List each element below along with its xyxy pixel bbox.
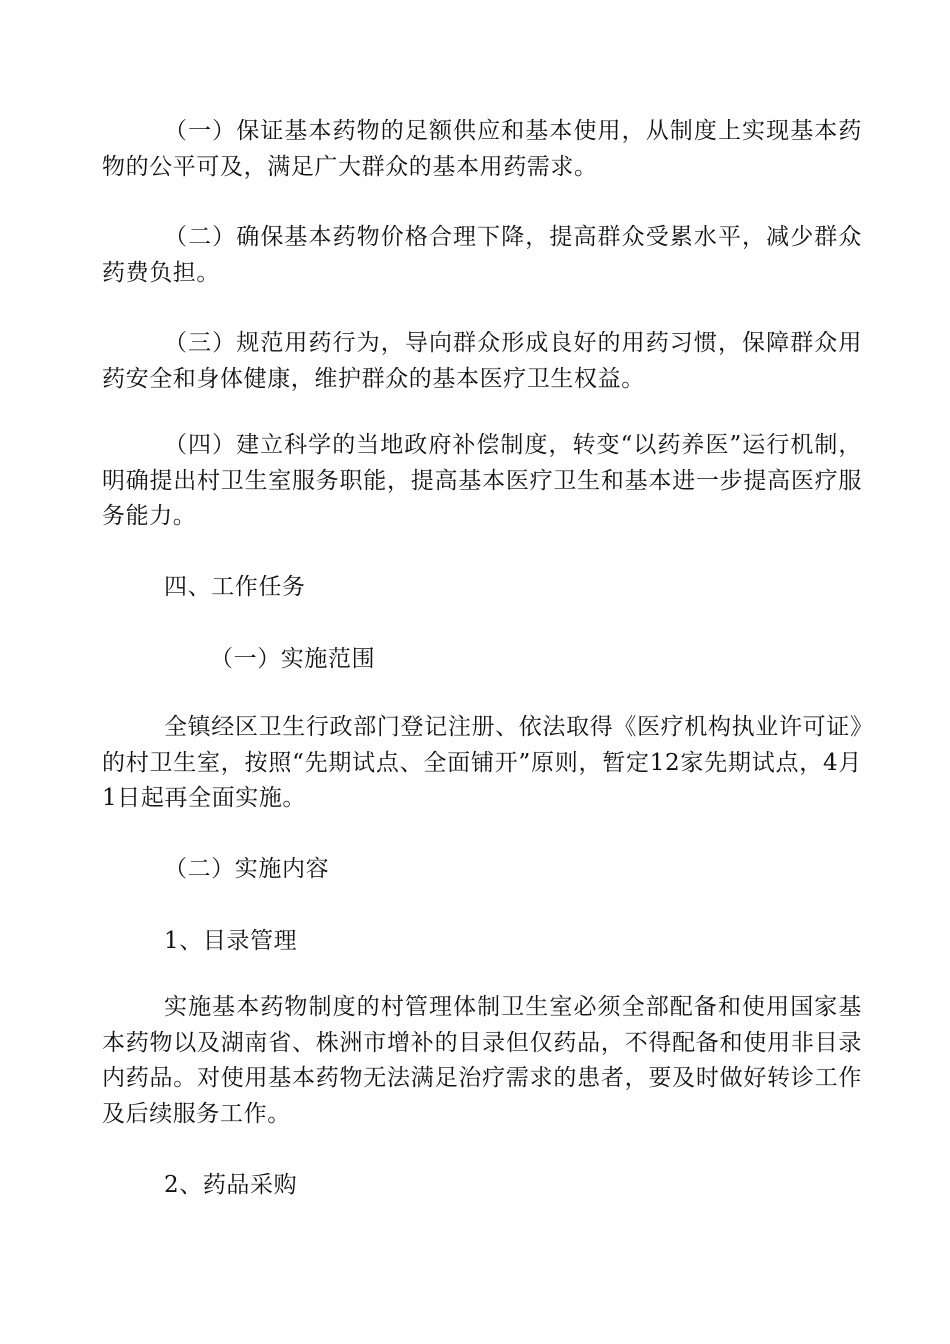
item-heading-catalog: 1、目录管理 bbox=[164, 928, 298, 954]
paragraph-2: （二）确保基本药物价格合理下降，提高群众受累水平，减少群众药费负担。 bbox=[102, 224, 862, 286]
scope-paragraph: 全镇经区卫生行政部门登记注册、依法取得《医疗机构执业许可证》的村卫生室，按照“先期试点、全面铺开”原则，暂定12家先期试点，4月1日起再全面实施。 bbox=[102, 714, 862, 811]
subsection-heading-scope: （一）实施范围 bbox=[210, 646, 376, 672]
paragraph-1: （一）保证基本药物的足额供应和基本使用，从制度上实现基本药物的公平可及，满足广大群众的基本用药需求。 bbox=[102, 118, 862, 180]
item-heading-procurement: 2、药品采购 bbox=[164, 1172, 298, 1198]
catalog-paragraph: 实施基本药物制度的村管理体制卫生室必须全部配备和使用国家基本药物以及湖南省、株洲市增补的目录但仅药品，不得配备和使用非目录内药品。对使用基本药物无法满足治疗需求的患者，要及时做好转诊工作及后续服务工作。 bbox=[102, 994, 862, 1127]
subsection-heading-content: （二）实施内容 bbox=[164, 856, 330, 882]
section-heading: 四、工作任务 bbox=[164, 574, 306, 600]
paragraph-3: （三）规范用药行为，导向群众形成良好的用药习惯，保障群众用药安全和身体健康，维护群众的基本医疗卫生权益。 bbox=[102, 330, 862, 392]
paragraph-4: （四）建立科学的当地政府补偿制度，转变“以药养医”运行机制，明确提出村卫生室服务职能，提高基本医疗卫生和基本进一步提高医疗服务能力。 bbox=[102, 432, 862, 529]
